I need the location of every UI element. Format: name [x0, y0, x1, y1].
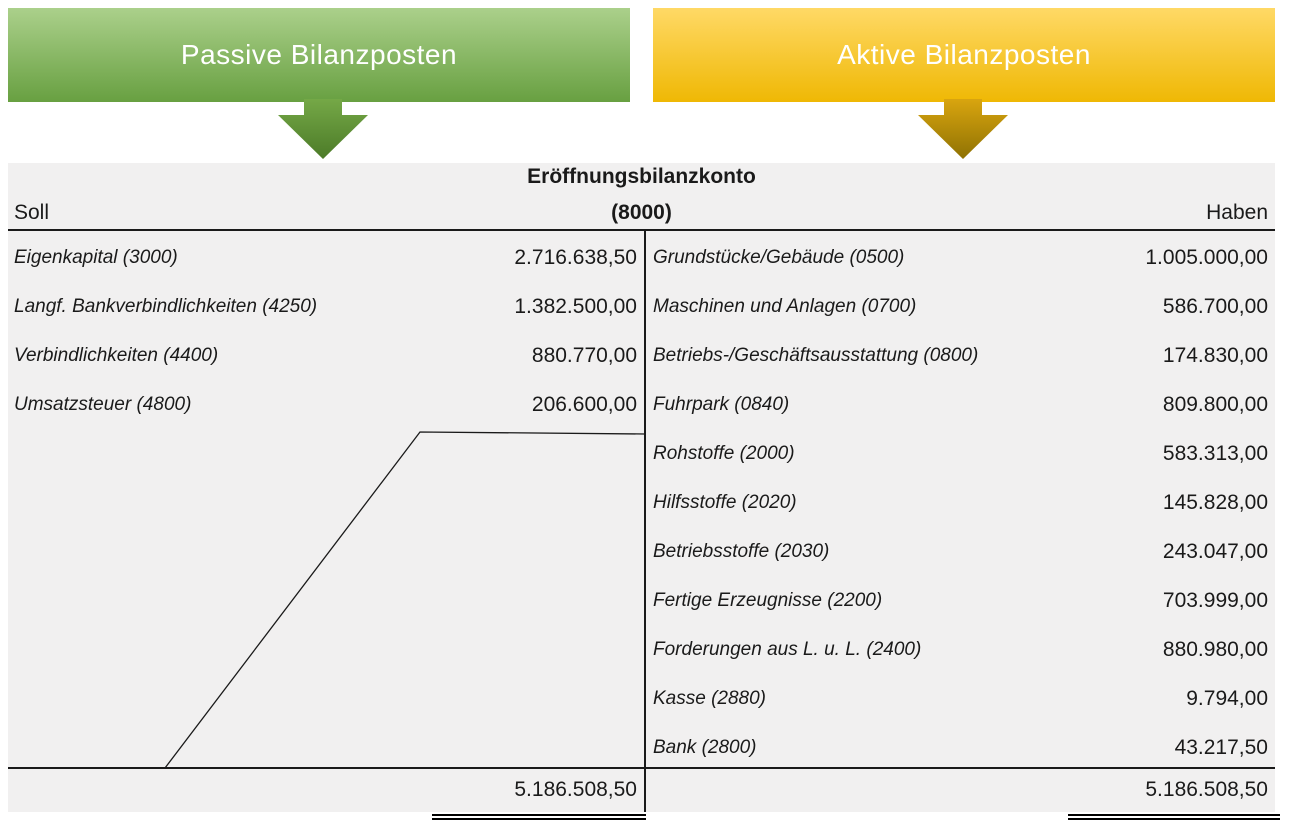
credit-row: [646, 479, 1275, 527]
account-label: Rohstoffe (2000): [653, 443, 795, 464]
account-label: Hilfsstoffe (2020): [653, 492, 797, 513]
account-value: 43.217,50: [1174, 736, 1268, 759]
account-label: Forderungen aus L. u. L. (2400): [653, 639, 922, 660]
account-title: Eröffnungsbilanzkonto: [527, 165, 756, 188]
account-subheader: [8, 197, 1275, 229]
credit-row: [646, 626, 1275, 674]
account-value: 206.600,00: [531, 393, 637, 416]
diagonal-closing-line: [8, 230, 645, 768]
credit-total: 5.186.508,50: [1145, 778, 1268, 801]
passive-banner-label: Passive Bilanzposten: [180, 39, 458, 70]
account-value: 880.770,00: [531, 344, 637, 367]
credit-row: [646, 283, 1275, 331]
active-banner-label: Aktive Bilanzposten: [837, 39, 1091, 70]
credit-row: [646, 528, 1275, 576]
passive-banner: [8, 8, 630, 102]
account-label: Verbindlichkeiten (4400): [14, 345, 219, 366]
credit-row: [646, 381, 1275, 429]
credit-row: [646, 577, 1275, 625]
credit-row: [646, 675, 1275, 723]
account-value: 9.794,00: [1186, 687, 1268, 710]
account-label: Umsatzsteuer (4800): [14, 394, 192, 415]
account-value: 2.716.638,50: [514, 246, 637, 269]
credit-row: [646, 724, 1275, 772]
debit-total: 5.186.508,50: [514, 778, 637, 801]
account-value: 145.828,00: [1162, 491, 1268, 514]
credit-row: [646, 332, 1275, 380]
account-value: 1.382.500,00: [514, 295, 637, 318]
account-value: 243.047,00: [1162, 540, 1268, 563]
account-label: Langf. Bankverbindlichkeiten (4250): [14, 296, 318, 317]
account-value: 809.800,00: [1162, 393, 1268, 416]
green-down-arrow-icon: [278, 99, 368, 159]
account-value: 174.830,00: [1162, 344, 1268, 367]
account-value: 586.700,00: [1162, 295, 1268, 318]
debit-total-double-underline: [432, 814, 646, 820]
account-value: 880.980,00: [1162, 638, 1268, 661]
account-label: Bank (2800): [653, 737, 757, 758]
account-label: Fuhrpark (0840): [653, 394, 790, 415]
account-number: (8000): [611, 201, 672, 224]
account-label: Eigenkapital (3000): [14, 247, 178, 268]
account-label: Betriebs-/Geschäftsausstattung (0800): [653, 345, 979, 366]
credit-row: [646, 430, 1275, 478]
gold-down-arrow-icon: [918, 99, 1008, 159]
debit-total-row: [8, 768, 645, 812]
account-label: Kasse (2880): [653, 688, 767, 709]
debit-header: Soll: [14, 201, 50, 224]
account-label: Betriebsstoffe (2030): [653, 541, 830, 562]
account-label: Maschinen und Anlagen (0700): [653, 296, 917, 317]
active-banner: [653, 8, 1275, 102]
account-label: Fertige Erzeugnisse (2200): [653, 590, 883, 611]
credit-header: Haben: [1206, 201, 1268, 224]
credit-total-row: [646, 768, 1275, 812]
account-value: 703.999,00: [1162, 589, 1268, 612]
credit-total-double-underline: [1068, 814, 1280, 820]
account-value: 1.005.000,00: [1145, 246, 1268, 269]
credit-row: [646, 234, 1275, 282]
account-label: Grundstücke/Gebäude (0500): [653, 247, 905, 268]
account-value: 583.313,00: [1162, 442, 1268, 465]
